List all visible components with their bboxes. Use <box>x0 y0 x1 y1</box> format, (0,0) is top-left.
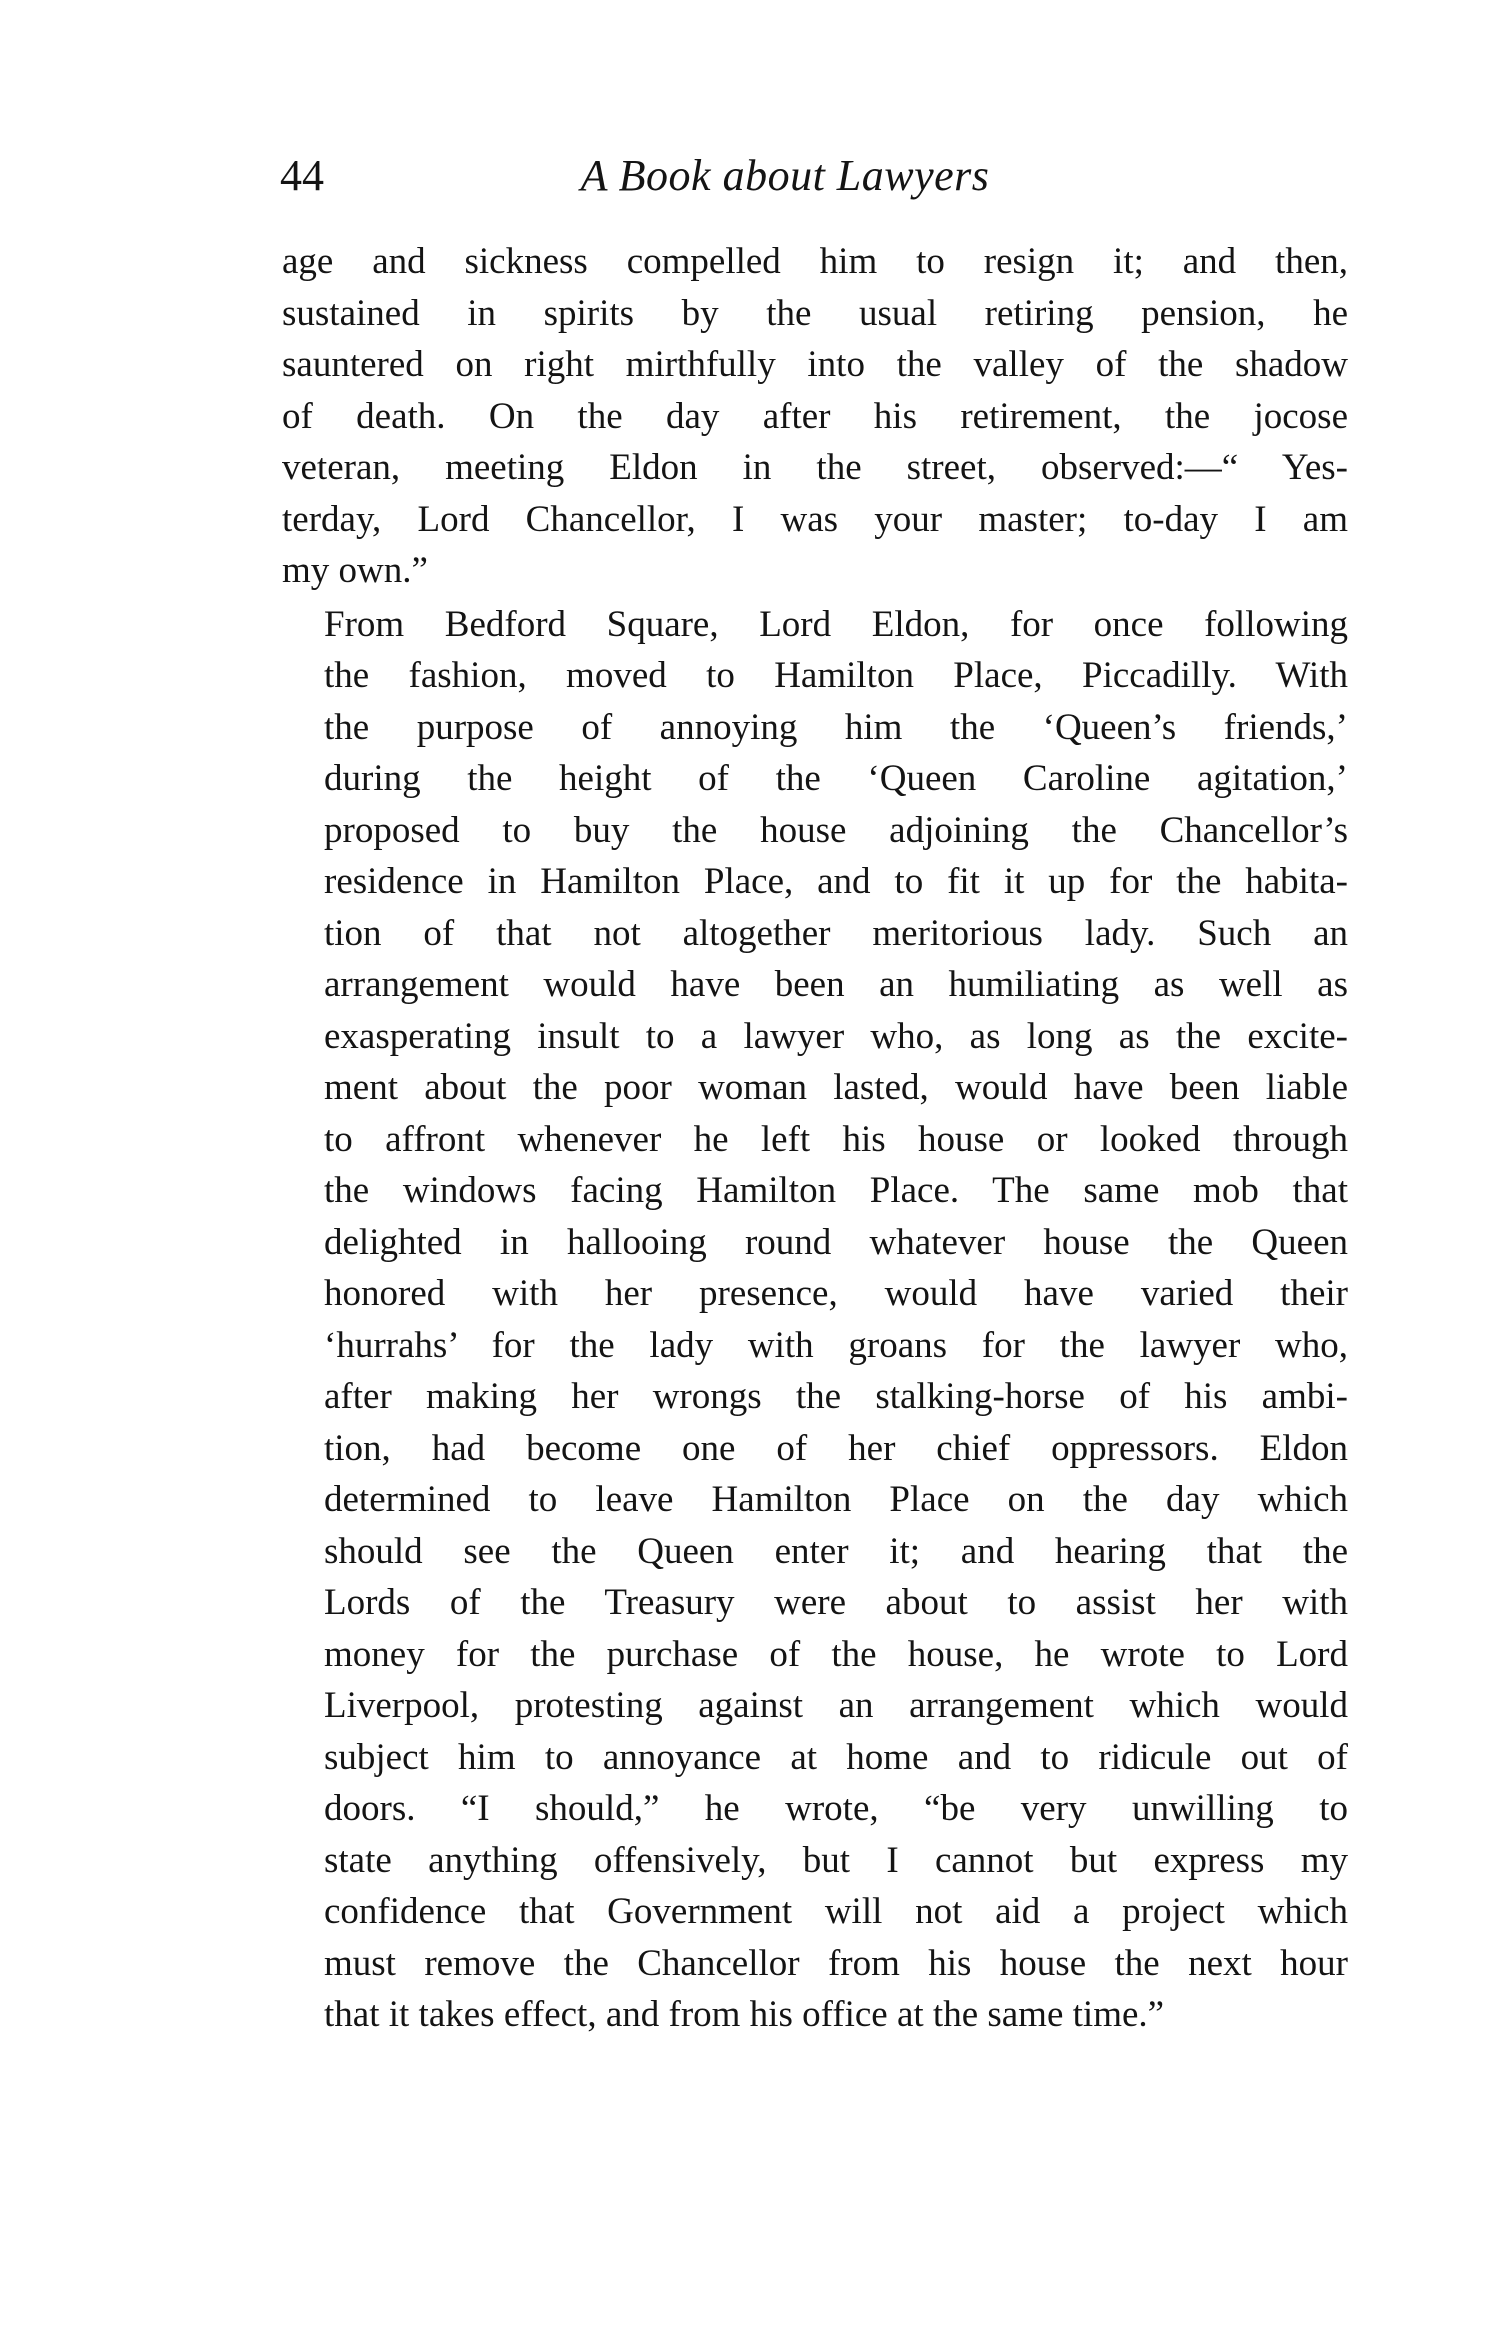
text-line: arrangement would have been an humiliating as well as <box>324 964 1348 1005</box>
text-line: sauntered on right mirthfully into the valley of the shadow <box>282 344 1348 385</box>
text-line: Liverpool, protesting against an arrangement which would <box>324 1685 1348 1726</box>
text-line: of death. On the day after his retirement, the jocose <box>282 395 1348 437</box>
text-line: exasperating insult to a lawyer who, as long as the excite- <box>324 1015 1348 1057</box>
text-line: should see the Queen enter it; and hearing that the <box>324 1530 1348 1572</box>
paragraph-1 <box>282 236 1348 597</box>
text-line: doors. “I should,” he wrote, “be very unwilling to <box>324 1788 1348 1829</box>
text-line: residence in Hamilton Place, and to fit it up for the habita- <box>324 861 1348 902</box>
text-line: after making her wrongs the stalking-horse of his ambi- <box>324 1376 1348 1417</box>
text-line: must remove the Chancellor from his house the next hour <box>324 1942 1348 1984</box>
text-line: that it takes effect, and from his office at the same time.” <box>324 1994 1165 2035</box>
text-line: terday, Lord Chancellor, I was your master; to-day I am <box>282 498 1348 540</box>
text-line: ment about the poor woman lasted, would have been liable <box>324 1067 1348 1108</box>
text-line: sustained in spirits by the usual retiring pension, he <box>282 292 1348 334</box>
text-line: tion of that not altogether meritorious lady. Such an <box>324 912 1348 954</box>
text-line: determined to leave Hamilton Place on the day which <box>324 1479 1348 1520</box>
running-title: A Book about Lawyers <box>580 151 990 200</box>
text-line: From Bedford Square, Lord Eldon, for once following <box>324 603 1348 645</box>
text-line: subject him to annoyance at home and to ridicule out of <box>324 1736 1348 1778</box>
text-line: delighted in hallooing round whatever house the Queen <box>324 1221 1348 1263</box>
page-number: 44 <box>280 151 324 200</box>
running-head <box>280 148 1290 208</box>
text-line: state anything offensively, but I cannot but express my <box>324 1839 1348 1881</box>
body-text <box>282 236 1348 2041</box>
text-line: age and sickness compelled him to resign it; and then, <box>282 241 1348 282</box>
text-line: proposed to buy the house adjoining the Chancellor’s <box>324 809 1348 851</box>
text-line: tion, had become one of her chief oppressors. Eldon <box>324 1427 1348 1469</box>
text-line: during the height of the ‘Queen Caroline agitation,’ <box>324 758 1348 799</box>
text-line: money for the purchase of the house, he wrote to Lord <box>324 1633 1348 1675</box>
text-line: honored with her presence, would have varied their <box>324 1273 1348 1314</box>
text-line: confidence that Government will not aid a project which <box>324 1891 1348 1932</box>
text-line: the fashion, moved to Hamilton Place, Piccadilly. With <box>324 655 1348 696</box>
text-line: Lords of the Treasury were about to assist her with <box>324 1582 1348 1623</box>
text-line: my own.” <box>282 550 428 591</box>
text-line: the windows facing Hamilton Place. The same mob that <box>324 1170 1348 1211</box>
text-line: the purpose of annoying him the ‘Queen’s friends,’ <box>324 706 1348 748</box>
text-line: ‘hurrahs’ for the lady with groans for the lawyer who, <box>324 1324 1348 1366</box>
paragraph-2 <box>282 599 1348 2041</box>
text-line: to affront whenever he left his house or looked through <box>324 1118 1348 1160</box>
text-line: veteran, meeting Eldon in the street, observed:—“ Yes- <box>282 447 1348 488</box>
